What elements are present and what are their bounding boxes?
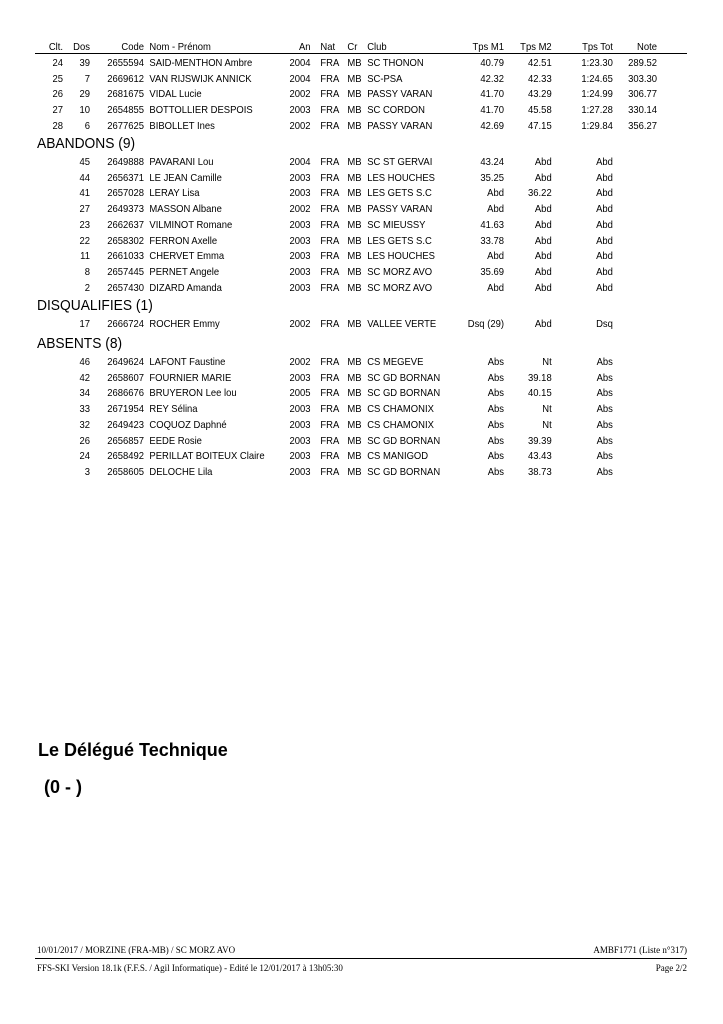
cell-tot: Dsq [596,318,613,330]
cell-club: LES GETS S.C [367,187,432,200]
cell-dos: 33 [79,403,90,416]
cell-an: 2002 [289,203,311,216]
cell-m1: 33.78 [480,234,504,247]
cell-nom: BOTTOLLIER DESPOIS [149,104,253,117]
ranked-row [0,103,657,118]
col-club: Club [367,41,387,53]
cell-club: SC GD BORNAN [367,434,441,447]
cell-nom: LAFONT Faustine [149,356,226,368]
cell-cr: MB [347,281,362,294]
cell-code: 2658607 [107,371,144,384]
cell-cr: MB [347,356,362,368]
cell-cr: MB [347,450,362,463]
footer-software: FFS-SKI Version 18.1k (F.F.S. / Agil Informatique) - Edité le 12/01/2017 à 13h05:30 [37,963,343,973]
cell-tot: Abd [596,265,613,278]
absent-row [0,386,651,401]
cell-club: SC MIEUSSY [367,218,426,231]
cell-club: SC GD BORNAN [367,387,441,400]
cell-m2: Abd [534,234,552,247]
cell-an: 2003 [289,171,311,184]
cell-club: PASSY VARAN [367,203,433,216]
cell-code: 2649373 [107,203,144,216]
cell-nom: LERAY Lisa [149,187,200,200]
cell-m1: Dsq (29) [467,318,504,330]
cell-code: 2657028 [107,187,144,200]
cell-nat: FRA [320,187,340,200]
cell-an: 2002 [289,318,311,330]
cell-an: 2002 [289,119,311,132]
absent-row [0,465,651,480]
cell-nom: FERRON Axelle [149,234,218,247]
cell-nom: ROCHER Emmy [149,318,220,330]
cell-nom: LE JEAN Camille [149,171,222,184]
cell-an: 2005 [289,387,311,400]
cell-m2: Abd [534,171,552,184]
cell-tot: Abd [596,187,613,200]
cell-an: 2003 [289,265,311,278]
abandon-row [0,265,651,280]
cell-club: SC-PSA [367,72,403,85]
col-clt: Clt. [48,41,63,53]
cell-club: SC THONON [367,57,424,69]
cell-dos: 42 [79,371,90,384]
cell-nat: FRA [320,57,340,69]
footer-divider [35,958,687,959]
cell-club: SC MORZ AVO [367,265,433,278]
cell-code: 2669612 [107,72,144,85]
cell-club: PASSY VARAN [367,119,433,132]
delegue-subtitle: (0 - ) [44,777,82,797]
cell-tot: Abs [596,434,613,447]
cell-m1: Abs [487,465,504,478]
absent-row [0,418,651,433]
cell-club: CS CHAMONIX [367,403,434,416]
cell-club: CS CHAMONIX [367,418,434,431]
cell-nom: DELOCHE Lila [149,465,213,478]
cell-nat: FRA [320,119,340,132]
cell-m2: Abd [534,265,552,278]
cell-an: 2003 [289,450,311,463]
cell-m2: 45.58 [528,104,552,117]
cell-m1: 35.25 [480,171,504,184]
cell-dos: 34 [79,387,90,400]
cell-dos: 27 [79,203,90,216]
abandon-row [0,186,651,201]
abandon-row [0,234,651,249]
cell-code: 2671954 [107,403,144,416]
ranked-row [0,56,657,71]
cell-tot: Abd [596,250,613,263]
cell-an: 2003 [289,434,311,447]
cell-dos: 7 [84,72,90,85]
cell-cr: MB [347,119,362,132]
absent-row [0,402,651,417]
cell-tot: Abd [596,234,613,247]
cell-cr: MB [347,403,362,416]
cell-an: 2003 [289,104,311,117]
footer-event: 10/01/2017 / MORZINE (FRA-MB) / SC MORZ AVO [37,945,236,955]
cell-clt: 24 [52,57,63,69]
cell-m1: Abs [487,418,504,431]
disqualified-row [0,317,651,332]
cell-m2: 38.73 [528,465,552,478]
cell-m2: Nt [542,356,552,368]
abandons-heading: ABANDONS (9) [37,135,136,152]
cell-nat: FRA [320,72,340,85]
cell-tot: 1:24.65 [581,72,613,85]
cell-dos: 29 [79,88,90,101]
ranked-row [0,72,657,87]
cell-m1: 41.70 [480,104,504,117]
cell-nom: EEDE Rosie [149,434,202,447]
cell-tot: 1:24.99 [581,88,613,101]
cell-m1: Abd [487,250,504,263]
ranked-row [0,87,657,102]
cell-dos: 24 [79,450,90,463]
cell-m1: Abs [487,434,504,447]
cell-m2: Nt [542,418,552,431]
abandon-row [0,155,651,170]
cell-tot: Abs [596,465,613,478]
cell-cr: MB [347,156,362,168]
cell-code: 2661033 [107,250,144,263]
absent-row [0,449,651,464]
cell-nat: FRA [320,250,340,263]
cell-an: 2003 [289,371,311,384]
cell-club: PASSY VARAN [367,88,433,101]
cell-m1: 40.79 [480,57,504,69]
cell-club: SC CORDON [367,104,425,117]
cell-nat: FRA [320,465,340,478]
cell-dos: 3 [84,465,90,478]
cell-m2: Abd [534,156,552,168]
cell-nom: VAN RIJSWIJK ANNICK [149,72,252,85]
cell-cr: MB [347,418,362,431]
cell-tot: Abs [596,387,613,400]
cell-note: 356.27 [628,119,657,132]
cell-tot: Abd [596,171,613,184]
col-note: Note [637,41,657,53]
cell-m2: 43.43 [528,450,552,463]
cell-m1: Abd [487,203,504,216]
cell-nom: VIDAL Lucie [149,88,202,101]
col-m2: Tps M2 [520,41,552,53]
cell-m1: 41.63 [480,218,504,231]
cell-nat: FRA [320,434,340,447]
cell-club: SC GD BORNAN [367,371,441,384]
col-nat: Nat [320,41,336,53]
cell-nat: FRA [320,450,340,463]
cell-nat: FRA [320,403,340,416]
cell-nom: REY Sélina [149,403,198,416]
cell-m1: Abs [487,356,504,368]
cell-dos: 46 [79,356,90,368]
cell-m2: Abd [534,218,552,231]
cell-club: SC ST GERVAI [367,156,433,168]
cell-an: 2003 [289,403,311,416]
cell-nat: FRA [320,234,340,247]
col-code: Code [121,41,144,53]
cell-note: 330.14 [628,104,657,117]
cell-m1: 42.32 [480,72,504,85]
col-nom: Nom - Prénom [149,41,211,53]
cell-cr: MB [347,250,362,263]
cell-m2: 39.39 [528,434,552,447]
cell-club: VALLEE VERTE [367,318,437,330]
cell-dos: 17 [79,318,90,330]
cell-dos: 39 [79,57,90,69]
cell-tot: Abs [596,450,613,463]
cell-code: 2649624 [107,356,144,368]
cell-cr: MB [347,203,362,216]
cell-code: 2657430 [107,281,144,294]
cell-club: SC MORZ AVO [367,281,433,294]
cell-m2: 43.29 [528,88,552,101]
cell-m1: Abs [487,403,504,416]
cell-code: 2658492 [107,450,144,463]
cell-cr: MB [347,465,362,478]
cell-dos: 41 [79,187,90,200]
cell-cr: MB [347,187,362,200]
cell-m1: 43.24 [480,156,504,168]
cell-an: 2004 [289,156,311,168]
col-an: An [298,41,311,53]
cell-nom: FOURNIER MARIE [149,371,232,384]
cell-m1: Abs [487,371,504,384]
cell-dos: 6 [84,119,90,132]
cell-club: CS MEGEVE [367,356,424,368]
cell-cr: MB [347,371,362,384]
cell-cr: MB [347,218,362,231]
header-divider [35,53,687,54]
cell-m2: 36.22 [528,187,552,200]
cell-m2: Abd [534,318,552,330]
cell-an: 2003 [289,187,311,200]
cell-m2: 47.15 [528,119,552,132]
cell-an: 2003 [289,281,311,294]
cell-code: 2655594 [107,57,144,69]
cell-cr: MB [347,234,362,247]
cell-code: 2666724 [107,318,144,330]
cell-an: 2003 [289,418,311,431]
cell-dos: 45 [79,156,90,168]
cell-dos: 22 [79,234,90,247]
absent-row [0,355,651,370]
cell-m2: Nt [542,403,552,416]
disqualifies-heading: DISQUALIFIES (1) [37,297,153,314]
absents-heading: ABSENTS (8) [37,335,123,352]
abandon-row [0,249,651,264]
cell-m1: Abd [487,187,504,200]
abandon-row [0,218,651,233]
cell-cr: MB [347,318,362,330]
cell-note: 306.77 [628,88,657,101]
cell-note: 303.30 [628,72,657,85]
cell-m1: Abs [487,387,504,400]
cell-nat: FRA [320,104,340,117]
cell-dos: 10 [79,104,90,117]
cell-nat: FRA [320,88,340,101]
cell-nat: FRA [320,371,340,384]
cell-tot: Abd [596,281,613,294]
col-cr: Cr [347,41,358,53]
cell-code: 2677625 [107,119,144,132]
cell-nat: FRA [320,281,340,294]
cell-an: 2003 [289,234,311,247]
cell-m2: 40.15 [528,387,552,400]
cell-cr: MB [347,387,362,400]
cell-code: 2686676 [107,387,144,400]
cell-nat: FRA [320,418,340,431]
footer-page-number: Page 2/2 [655,963,687,973]
cell-nat: FRA [320,265,340,278]
cell-nom: DIZARD Amanda [149,281,222,294]
cell-m2: Abd [534,250,552,263]
cell-cr: MB [347,104,362,117]
cell-nom: VILMINOT Romane [149,218,233,231]
abandon-row [0,171,651,186]
cell-m2: 39.18 [528,371,552,384]
cell-club: LES GETS S.C [367,234,432,247]
abandon-row [0,281,651,296]
cell-code: 2658605 [107,465,144,478]
cell-nom: SAID-MENTHON Ambre [149,57,253,69]
cell-nat: FRA [320,203,340,216]
cell-dos: 26 [79,434,90,447]
cell-dos: 23 [79,218,90,231]
cell-tot: Abs [596,403,613,416]
cell-an: 2002 [289,88,311,101]
cell-an: 2004 [289,57,311,69]
cell-nat: FRA [320,387,340,400]
cell-cr: MB [347,434,362,447]
cell-cr: MB [347,72,362,85]
cell-clt: 26 [52,88,63,101]
cell-nat: FRA [320,171,340,184]
cell-dos: 8 [84,265,90,278]
cell-tot: Abd [596,156,613,168]
cell-tot: 1:23.30 [581,57,613,69]
cell-m2: Abd [534,203,552,216]
cell-cr: MB [347,57,362,69]
cell-an: 2002 [289,356,311,368]
cell-code: 2649888 [107,156,144,168]
col-m1: Tps M1 [472,41,504,53]
cell-m1: Abs [487,450,504,463]
cell-an: 2003 [289,250,311,263]
ranked-row [0,119,657,134]
cell-m2: 42.51 [528,57,552,69]
cell-nat: FRA [320,318,340,330]
cell-dos: 44 [79,171,90,184]
cell-m1: 41.70 [480,88,504,101]
cell-code: 2654855 [107,104,144,117]
cell-m1: 42.69 [480,119,504,132]
cell-tot: Abs [596,356,613,368]
cell-tot: Abs [596,418,613,431]
cell-cr: MB [347,88,362,101]
cell-nom: PAVARANI Lou [149,156,214,168]
cell-m2: Abd [534,281,552,294]
cell-code: 2649423 [107,418,144,431]
cell-note: 289.52 [628,57,657,69]
cell-club: CS MANIGOD [367,450,429,463]
cell-nom: MASSON Albane [149,203,222,216]
cell-code: 2656857 [107,434,144,447]
cell-dos: 11 [80,250,90,263]
absent-row [0,434,651,449]
delegue-title: Le Délégué Technique [38,740,228,760]
cell-m1: 35.69 [480,265,504,278]
col-tot: Tps Tot [582,41,613,53]
cell-nom: BRUYERON Lee lou [149,387,237,400]
cell-nat: FRA [320,218,340,231]
cell-tot: 1:27.28 [581,104,613,117]
cell-code: 2662637 [107,218,144,231]
cell-dos: 2 [84,281,90,294]
cell-tot: 1:29.84 [581,119,613,132]
cell-nat: FRA [320,356,340,368]
cell-m1: Abd [487,281,504,294]
cell-code: 2658302 [107,234,144,247]
abandon-row [0,202,651,217]
cell-an: 2003 [289,218,311,231]
cell-cr: MB [347,171,362,184]
cell-dos: 32 [79,418,90,431]
cell-code: 2656371 [107,171,144,184]
cell-clt: 25 [52,72,63,85]
cell-tot: Abd [596,218,613,231]
cell-club: SC GD BORNAN [367,465,441,478]
footer-list-id: AMBF1771 (Liste n°317) [593,945,687,955]
absent-row [0,371,651,386]
cell-nat: FRA [320,156,340,168]
cell-cr: MB [347,265,362,278]
cell-nom: PERILLAT BOITEUX Claire [149,450,265,463]
cell-club: LES HOUCHES [367,171,435,184]
cell-tot: Abs [596,371,613,384]
cell-nom: BIBOLLET Ines [149,119,215,132]
cell-m2: 42.33 [528,72,552,85]
cell-code: 2681675 [107,88,144,101]
col-dos: Dos [73,41,90,53]
cell-clt: 27 [52,104,63,117]
cell-tot: Abd [596,203,613,216]
cell-an: 2003 [289,465,311,478]
cell-clt: 28 [52,119,63,132]
cell-nom: CHERVET Emma [149,250,225,263]
cell-nom: COQUOZ Daphné [149,418,227,431]
cell-an: 2004 [289,72,311,85]
cell-club: LES HOUCHES [367,250,435,263]
cell-code: 2657445 [107,265,144,278]
cell-nom: PERNET Angele [149,265,220,278]
